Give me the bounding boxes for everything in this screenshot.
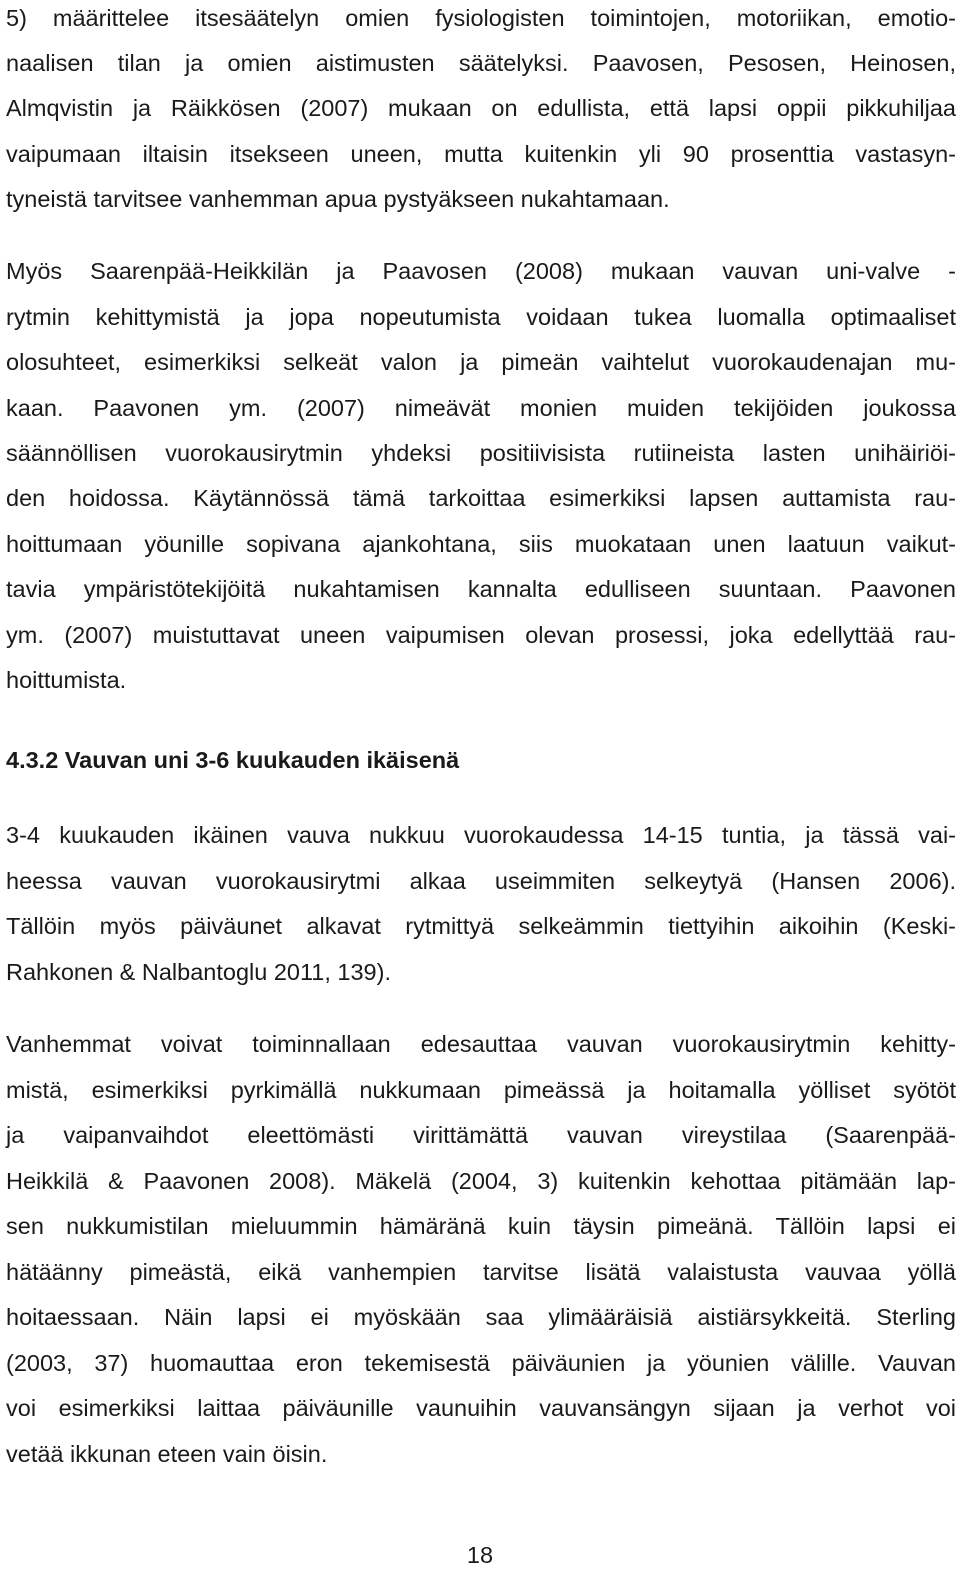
text-line: Tällöin myös päiväunet alkavat rytmittyä selkeämmin tiettyihin aikoihin (Keski-: [6, 913, 956, 939]
text-line: (2003, 37) huomauttaa eron tekemisestä päiväunien ja yöunien välille. Vauvan: [6, 1350, 956, 1376]
text-line: hoittumaan yöunille sopivana ajankohtana, siis muokataan unen laatuun vaikut-: [6, 531, 956, 557]
text-line: kaan. Paavonen ym. (2007) nimeävät monien muiden tekijöiden joukossa: [6, 395, 956, 421]
text-line: heessa vauvan vuorokausirytmi alkaa useimmiten selkeytyä (Hansen 2006).: [6, 868, 956, 894]
text-line: den hoidossa. Käytännössä tämä tarkoittaa esimerkiksi lapsen auttamista rau-: [6, 485, 956, 511]
text-line: naalisen tilan ja omien aistimusten säätelyksi. Paavosen, Pesosen, Heinosen,: [6, 50, 956, 76]
text-line: vetää ikkunan eteen vain öisin.: [6, 1441, 328, 1467]
text-line: Rahkonen & Nalbantoglu 2011, 139).: [6, 959, 391, 985]
text-line: hätäänny pimeästä, eikä vanhempien tarvitse lisätä valaistusta vauvaa yöllä: [6, 1259, 956, 1285]
text-line: rytmin kehittymistä ja jopa nopeutumista voidaan tukea luomalla optimaaliset: [6, 304, 956, 330]
text-line: hoittumista.: [6, 667, 127, 693]
text-line: säännöllisen vuorokausirytmin yhdeksi positiivisista rutiineista lasten unihäiriöi-: [6, 440, 956, 466]
text-line: vaipumaan iltaisin itsekseen uneen, mutta kuitenkin yli 90 prosenttia vastasyn-: [6, 141, 956, 167]
text-line: Myös Saarenpää-Heikkilän ja Paavosen (2008) mukaan vauvan uni-valve -: [6, 258, 956, 284]
text-line: tyneistä tarvitsee vanhemman apua pystyäkseen nukahtamaan.: [6, 186, 670, 212]
section-heading: 4.3.2 Vauvan uni 3-6 kuukauden ikäisenä: [6, 747, 460, 773]
text-line: mistä, esimerkiksi pyrkimällä nukkumaan pimeässä ja hoitamalla yölliset syötöt: [6, 1077, 956, 1103]
text-line: voi esimerkiksi laittaa päiväunille vaunuihin vauvansängyn sijaan ja verhot voi: [6, 1395, 956, 1421]
text-line: Almqvistin ja Räikkösen (2007) mukaan on edullista, että lapsi oppii pikkuhiljaa: [6, 95, 956, 121]
text-line: olosuhteet, esimerkiksi selkeät valon ja pimeän vaihtelut vuorokaudenajan mu-: [6, 349, 956, 375]
text-line: 5) määrittelee itsesäätelyn omien fysiologisten toimintojen, motoriikan, emotio-: [6, 5, 956, 31]
text-line: 3-4 kuukauden ikäinen vauva nukkuu vuorokaudessa 14-15 tuntia, ja tässä vai-: [6, 822, 956, 848]
text-line: ja vaipanvaihdot eleettömästi virittämättä vauvan vireystilaa (Saarenpää-: [6, 1122, 956, 1148]
text-line: tavia ympäristötekijöitä nukahtamisen kannalta edulliseen suuntaan. Paavonen: [6, 576, 956, 602]
text-line: Vanhemmat voivat toiminnallaan edesauttaa vauvan vuorokausirytmin kehitty-: [6, 1031, 956, 1057]
text-line: hoitaessaan. Näin lapsi ei myöskään saa ylimääräisiä aistiärsykkeitä. Sterling: [6, 1304, 956, 1330]
text-line: ym. (2007) muistuttavat uneen vaipumisen olevan prosessi, joka edellyttää rau-: [6, 622, 956, 648]
page-number: 18: [466, 1542, 494, 1568]
text-line: sen nukkumistilan mieluummin hämäränä kuin täysin pimeänä. Tällöin lapsi ei: [6, 1213, 956, 1239]
text-line: Heikkilä & Paavonen 2008). Mäkelä (2004, 3) kuitenkin kehottaa pitämään lap-: [6, 1168, 956, 1194]
